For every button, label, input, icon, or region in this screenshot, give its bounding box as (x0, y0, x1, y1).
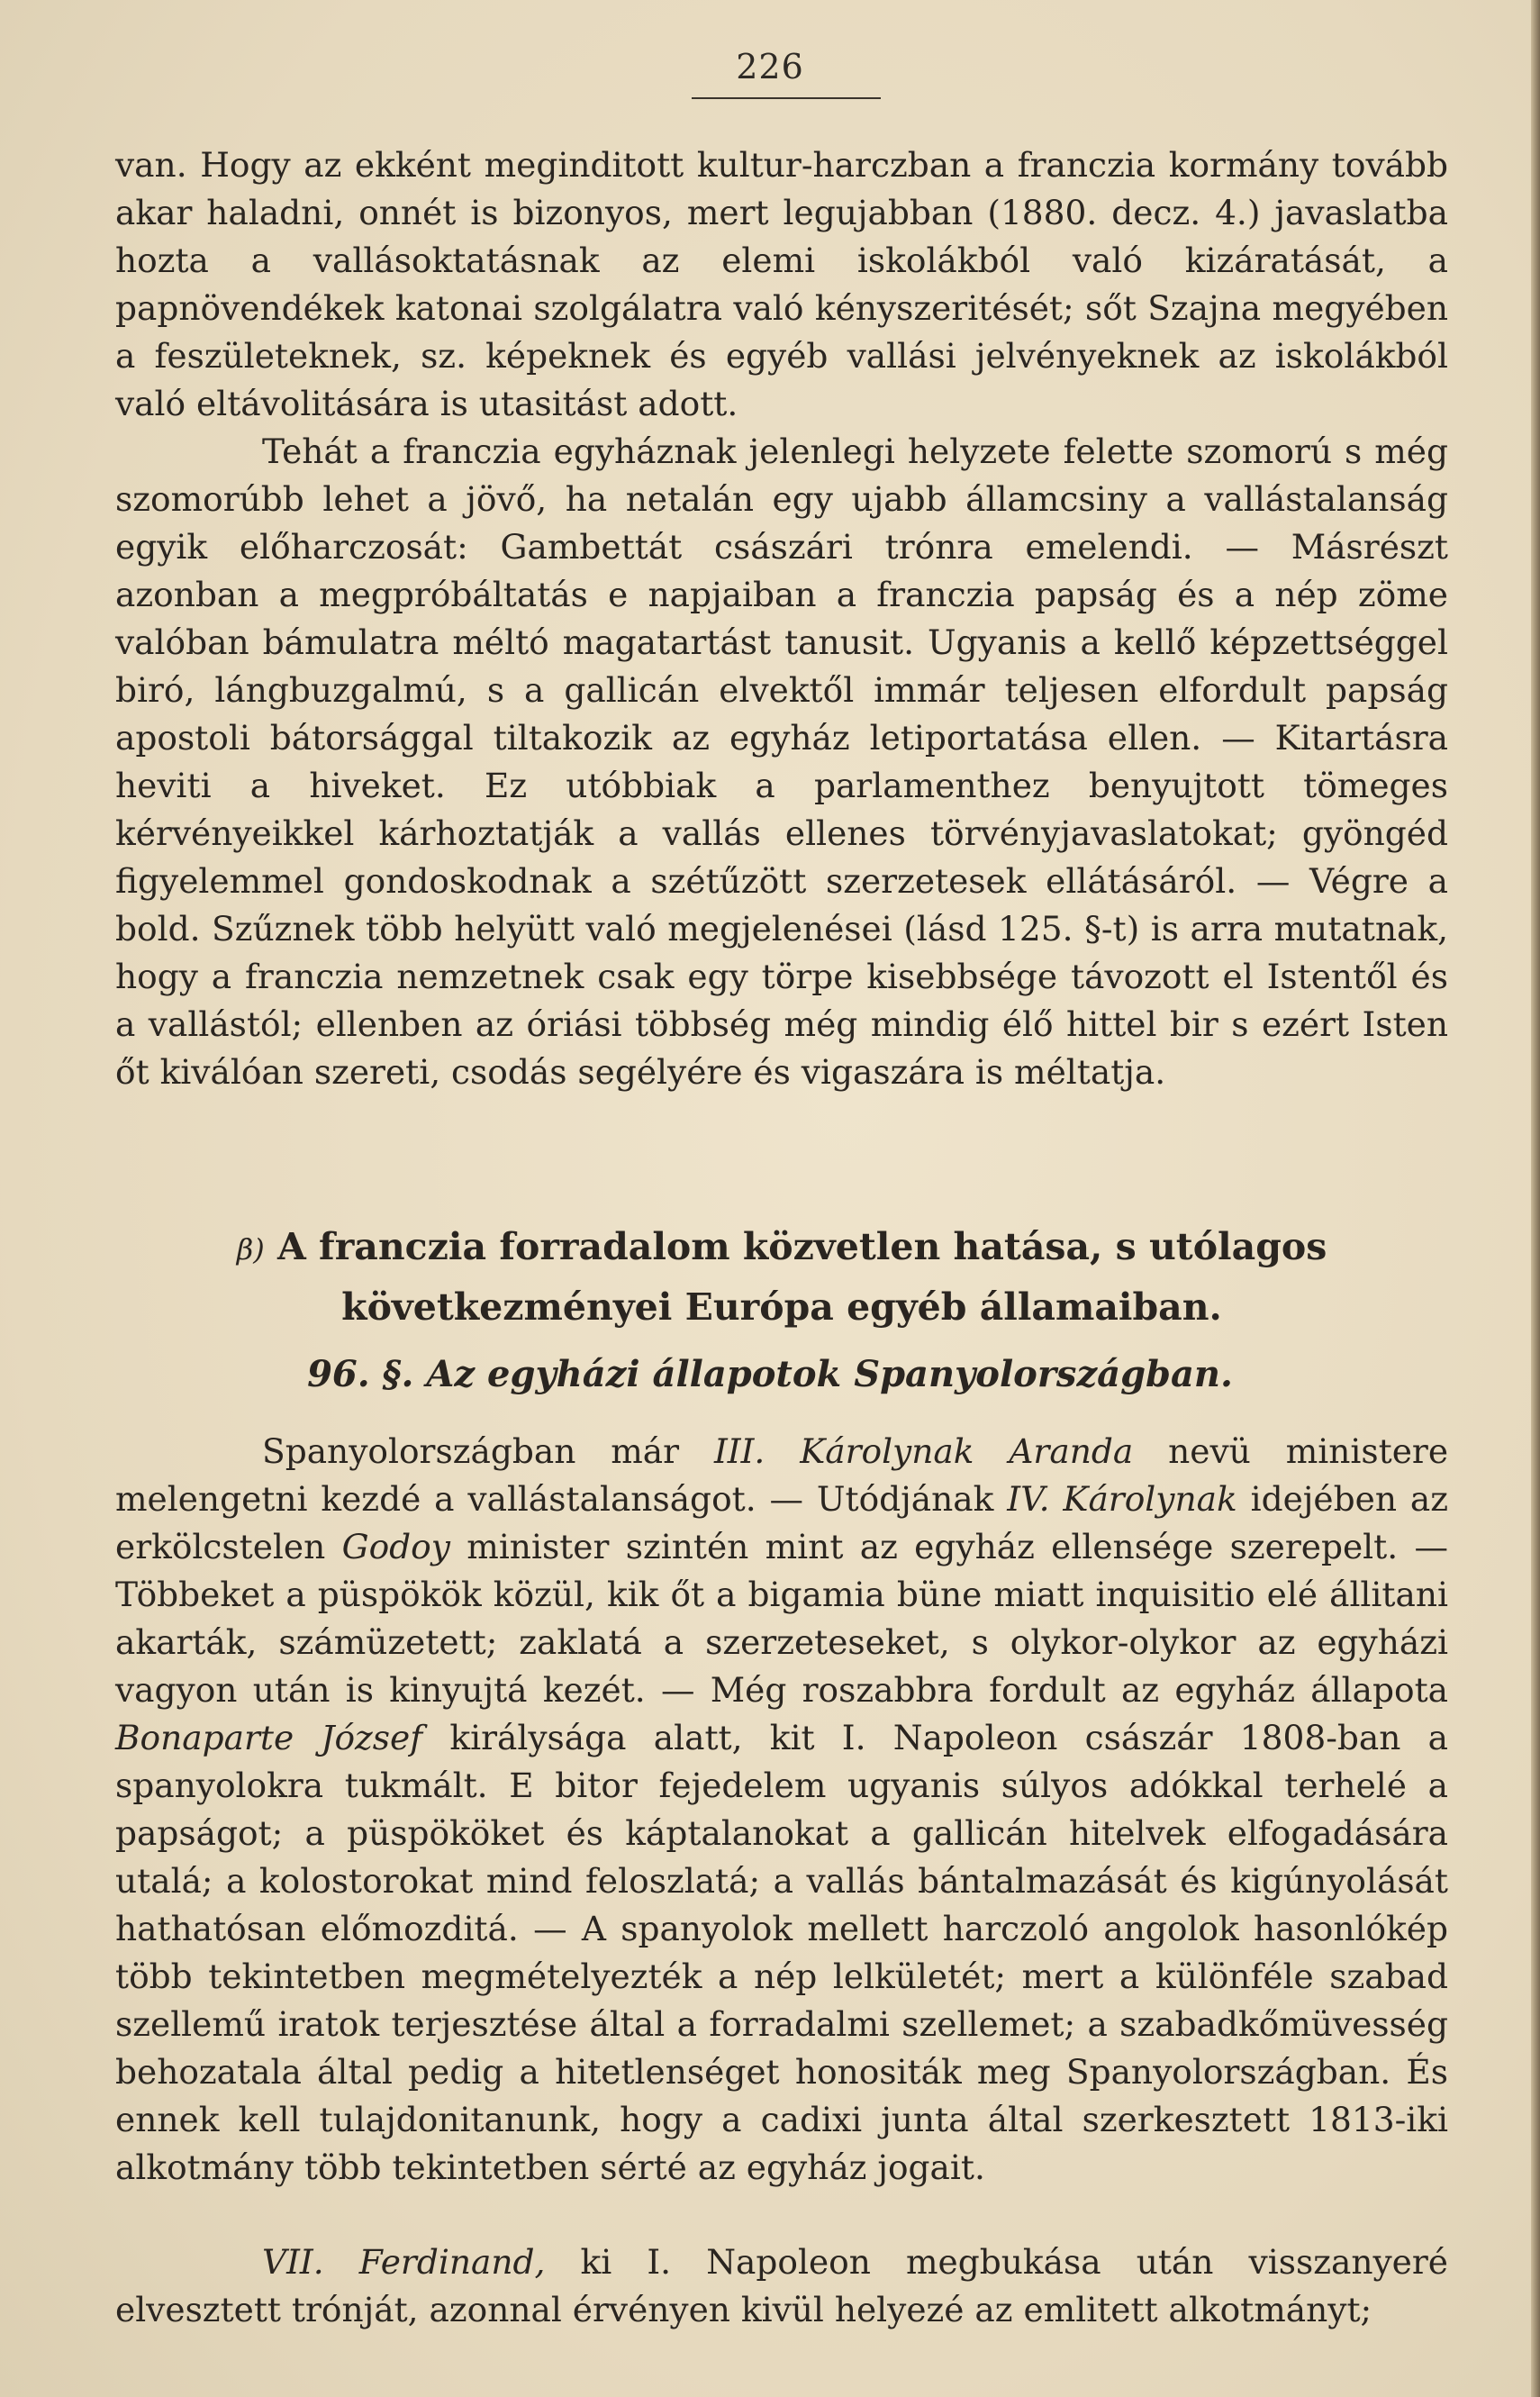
section-title-text: A franczia forradalom közvetlen hatása, s utólagos következményei Európa egyéb államaiban. (276, 1225, 1327, 1329)
section-marker: β) (236, 1232, 265, 1267)
emphasis-name: III. Károlynak Aranda (713, 1431, 1134, 1471)
section-title (115, 1218, 1448, 1336)
emphasis-name: Godoy (341, 1527, 450, 1566)
text-run: királysága alatt, kit I. Napoleon császár 1808-ban a spanyolokra tukmált. E bitor fejedelem ugyanis súlyos adókkal terhelé a papságot; a püspököket és káptalanokat a gallicán hitelvek elfogadására utalá; a kolostorokat mind feloszlatá; a vallás bántalmazását és kigúnyolását hathatósan előmozditá. — A spanyolok mellett harczoló angolok hasonlókép több tekintetben megmételyezték a nép lelkületét; mert a különféle szabad szellemű iratok terjesztése által a forradalmi szellemet; a szabadkőmüvesség behozatala által pedig a hitetlenséget honositák meg Spanyolországban. És ennek kell tulajdonitanunk, hogy a cadixi junta által szerkesztett 1813-iki alkotmány több tekintetben sérté az egyház jogait. (115, 1718, 1449, 2187)
header-rule (692, 97, 881, 99)
text-run: nevü ministere melengetni kezdé a vallástalanságot. — Utódjának (115, 1431, 1449, 1519)
emphasis-name: IV. Károlynak (1007, 1479, 1237, 1519)
paragraph-french-church-situation: Tehát a franczia egyháznak jelenlegi helyzete felette szomorú s még szomorúbb lehet a jövő, ha netalán egy ujabb államcsiny a vallástalanság egyik előharczosát: Gambettát császári trónra emelendi. — Másrészt azonban a megpróbáltatás e napjaiban a franczia papság és a nép zöme valóban bámulatra méltó magatartást tanusit. Ugyanis a kellő képzettséggel biró, lángbuzgalmú, s a gallicán elvektől immár teljesen elfordult papság apostoli bátorsággal tiltakozik az egyház letiportatása ellen. — Kitartásra heviti a hiveket. Ez utóbbiak a parlamenthez benyujtott tömeges kérvényeikkel kárhoztatják a vallás ellenes törvényjavaslatokat; gyöngéd figyelemmel gondoskodnak a szétűzött szerzetesek ellátásáról. — Végre a bold. Szűznek több helyütt való megjelenései (lásd 125. §-t) is arra mutatnak, hogy a franczia nemzetnek csak egy törpe kisebbsége távozott el Istentől és a vallástól; ellenben az óriási többség még mindig élő hittel bir s ezért Isten őt kiválóan szereti, csodás segélyére és vigaszára is méltatja. (115, 431, 1448, 1092)
emphasis-name: Bonaparte József (115, 1718, 423, 1757)
text-run: Spanyolországban már (262, 1431, 714, 1471)
paragraph-continued: van. Hogy az ekként meginditott kultur-harczban a franczia kormány tovább akar haladni, onnét is bizonyos, mert legujabban (1880. decz. 4.) javaslatba hozta a vallásoktatásnak az elemi iskolákból való kizáratását, a papnövendékek katonai szolgálatra való kényszeritését; sőt Szajna megyében a feszületeknek, sz. képeknek és egyéb vallási jelvényeknek az iskolákból való eltávolitására is utasitást adott. (115, 145, 1448, 423)
emphasis-name: VII. Ferdinand, (262, 2242, 546, 2282)
page-edge-shadow (1531, 0, 1540, 2397)
paragraph-ferdinand (115, 2238, 1448, 2334)
text-run: idejében az erkölcstelen (115, 1479, 1448, 1566)
text-run: minister szintén mint az egyház ellensége szerepelt. — Többeket a püspökök közül, kik őt a bigamia büne miatt inquisitio elé állitani akarták, számüzetett; zaklatá a szerzeteseket, s olykor-olykor az egyházi vagyon után is kinyujtá kezét. — Még roszabbra fordult az egyház állapota (115, 1527, 1448, 1710)
paragraph-heading: 96. §. Az egyházi állapotok Spanyolországban. (307, 1353, 1233, 1395)
paragraph-spain (115, 1428, 1448, 2192)
page-number: 226 (736, 47, 804, 86)
text-run: ki I. Napoleon megbukása után visszanyeré elvesztett trónját, azonnal érvényen kivül helyezé az emlitett alkotmányt; (115, 2242, 1448, 2329)
